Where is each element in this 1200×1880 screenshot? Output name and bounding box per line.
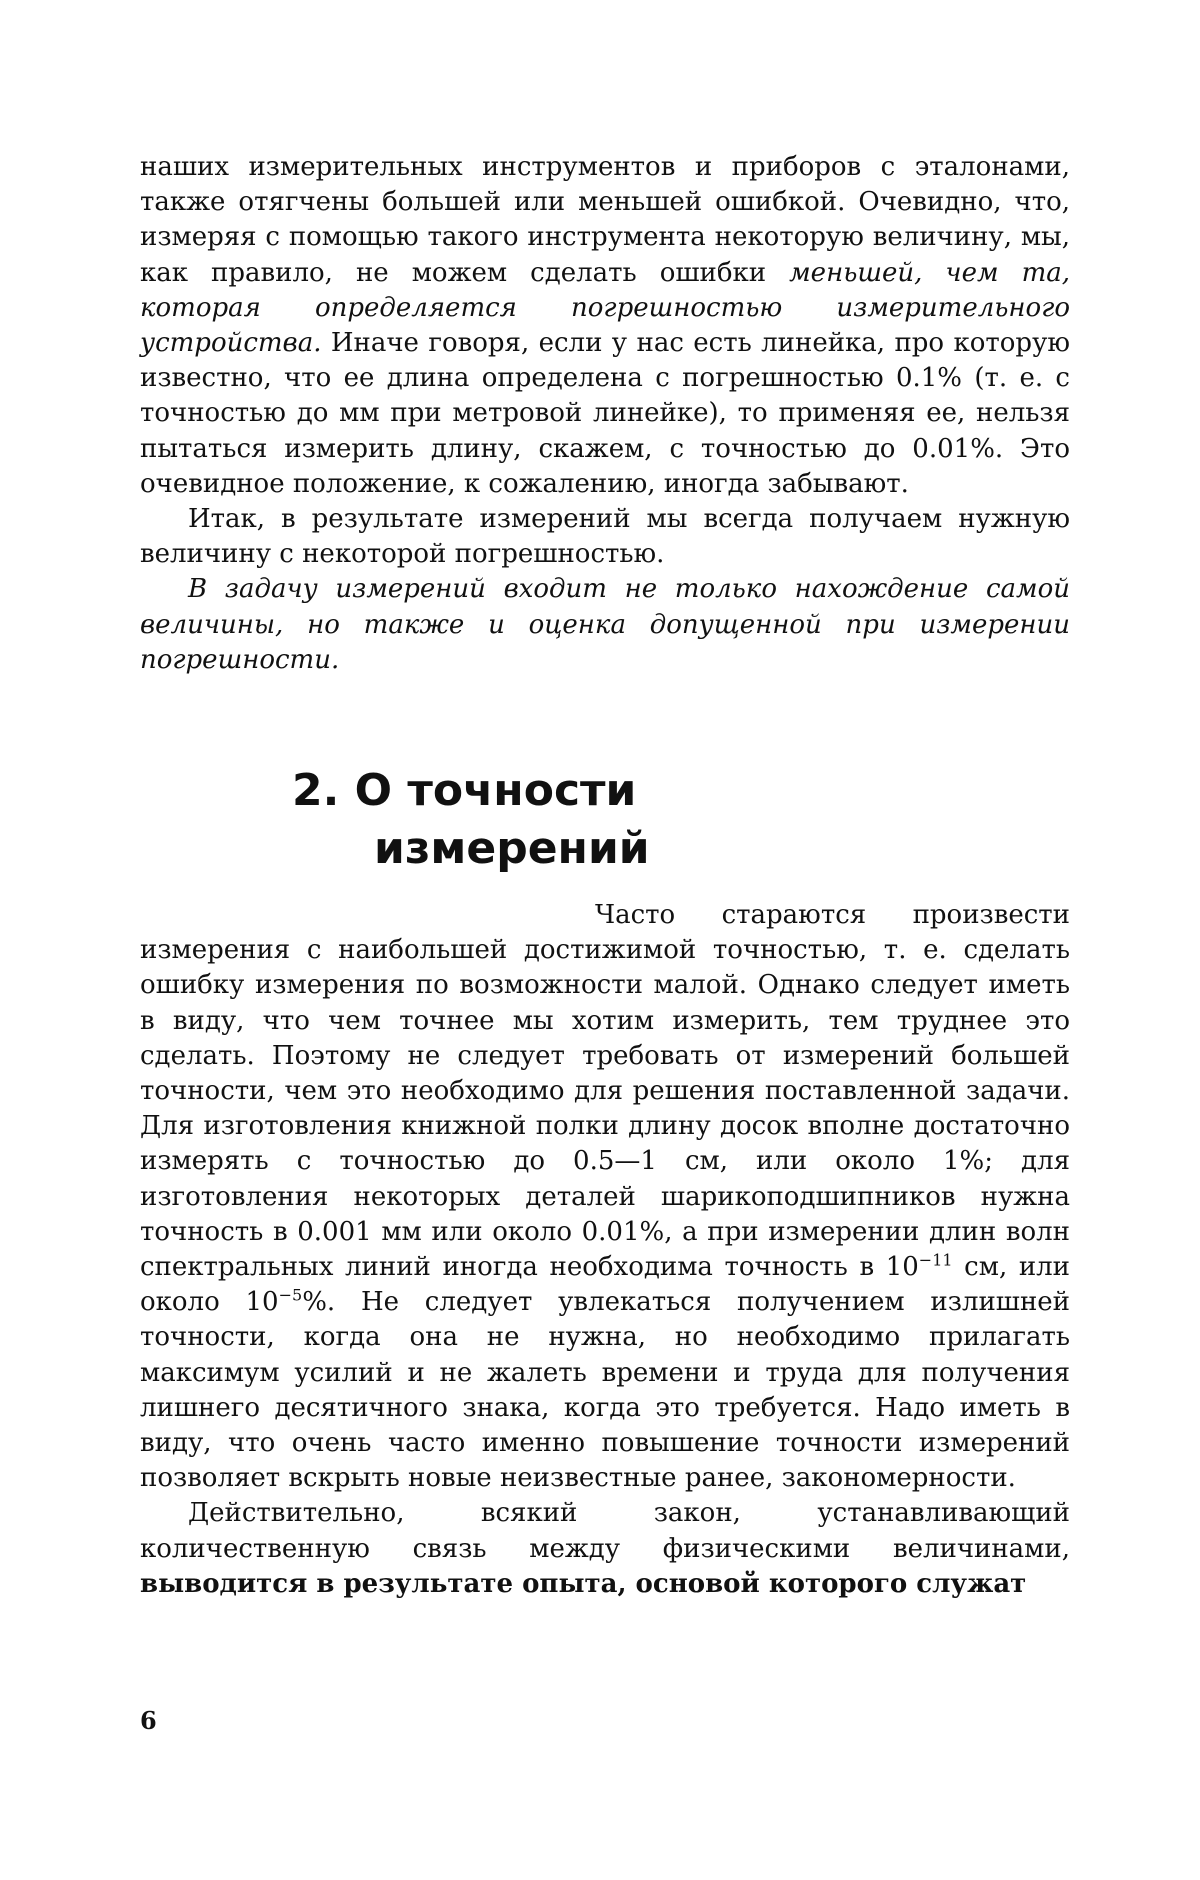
exponent-2: −5 <box>278 1285 303 1305</box>
section-1-text <box>140 150 1070 678</box>
heading-line-2: измерений <box>374 823 650 874</box>
paragraph-1: наших измерительных инструментов и приборов с эталонами, также отягчены большей или меньшей ошибкой. Очевидно, что, измеряя с помощью такого инструмента некоторую величину, мы, как правило, не можем сделать ошибки меньшей, чем та, которая определяется погрешностью измерительного устройства. Иначе говоря, если у нас есть линейка, про которую известно, что ее длина определена с погрешностью 0.1% (т. е. с точностью до мм при метровой линейке), то применяя ее, нельзя пытаться измерить длину, скажем, с точностью до 0.01%. Это очевидное положение, к сожалению, иногда забывают. <box>140 152 1070 499</box>
page-number: 6 <box>140 1706 157 1735</box>
section-2-text <box>140 898 1070 1602</box>
section-heading <box>270 762 660 878</box>
exponent-1: −11 <box>918 1250 953 1270</box>
paragraph-5: Действительно, всякий закон, устанавливающий количественную связь между физическими величинами, выводится в результате опыта, основой которого служат <box>140 1498 1070 1599</box>
paragraph-4: Часто стараются произвести измерения с наибольшей достижимой точностью, т. е. сделать ошибку измерения по возможности малой. Однако следует иметь в виду, что чем точнее мы хотим измерить, тем труднее это сделать. Поэтому не следует требовать от измерений большей точности, чем это необходимо для решения поставленной задачи. Для изготовления книжной полки длину досок вполне достаточно измерять с точностью до 0.5—1 см, или около 1%; для изготовления некоторых деталей шарикоподшипников нужна точность в 0.001 мм или около 0.01%, а при измерении длин волн спектральных линий иногда необходима точность в $10^{-11}$ см, или около $10^{-5}\%$. Не следует увлекаться получением излишней точности, когда она не нужна, но необходимо прилагать максимум усилий и не жалеть времени и труда для получения лишнего десятичного знака, когда это требуется. Надо иметь в виду, что очень часто именно повышение точности измерений позволяет вскрыть новые неизвестные ранее, закономерности. <box>140 900 1071 1494</box>
italic-phrase: меньшей, чем та, которая определяется погрешностью измерительного устройства. <box>140 257 1070 359</box>
heading-line-1: 2. О точности <box>292 765 637 816</box>
bold-phrase: выводится в результате опыта, основой которого служат <box>140 1568 1027 1599</box>
paragraph-3-italic: В задачу измерений входит не только нахождение самой величины, но также и оценка допущенной при измерении погрешности. <box>140 574 1070 675</box>
paragraph-2: Итак, в результате измерений мы всегда получаем нужную величину с некоторой погрешностью. <box>140 504 1070 570</box>
